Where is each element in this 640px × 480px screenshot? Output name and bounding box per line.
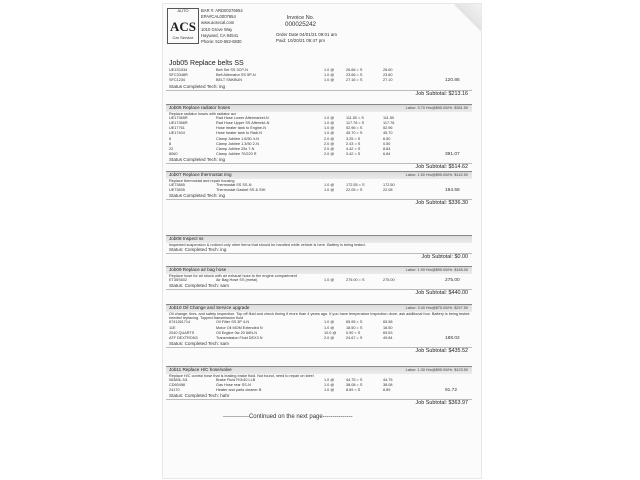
job-title-text: Job10 Oil Change and Service upgrade — [169, 305, 250, 310]
part-price: 117.76 = S — [346, 121, 365, 126]
part-number: 8 — [169, 141, 172, 146]
part-number: 6741261714 — [169, 320, 191, 325]
job-status: Status Completed Tech: ing — [166, 84, 472, 91]
job-labor: Labor: 1.30 Hrs@$95.00/Hr. $123.50 — [405, 368, 468, 372]
job-title — [166, 235, 472, 243]
part-number: UE73865 — [169, 182, 185, 187]
part-number: CD60498 — [169, 383, 186, 388]
job-description: Replace radiator hoses with radiator acr — [169, 111, 237, 116]
part-price: 275.00 = S — [346, 277, 365, 282]
part-row — [166, 336, 472, 341]
part-number: UE17761 — [169, 126, 185, 131]
part-description: Oil Filter SS 3P 4-N — [216, 320, 250, 325]
job-labor: Labor: 3.70 Hrs@$95.00/Hr. $351.50 — [405, 106, 468, 110]
job-section — [166, 171, 472, 207]
invoice-dates — [276, 32, 337, 44]
job-section — [166, 235, 472, 261]
part-description: Brake Fluid R/3/40 LLB — [216, 377, 256, 382]
part-quantity: 2.0 @ — [324, 152, 335, 157]
job-status: Status Completed Tech: ing — [166, 157, 472, 164]
part-total: 91.72 — [445, 388, 458, 394]
part-quantity: 1.0 @ — [324, 115, 335, 120]
part-description: Belt Alternator SS 5P-N — [216, 73, 256, 78]
part-price: 111.50 = S — [346, 115, 364, 120]
part-row — [166, 388, 472, 393]
part-total: 188.02 — [445, 335, 460, 341]
shop-line: www.acsecal.com — [201, 20, 235, 26]
part-extended: 172.50 — [383, 182, 395, 187]
job-status: Status: Completed Tech: ing — [166, 247, 472, 254]
job-title — [166, 304, 472, 312]
part-row — [166, 188, 472, 193]
part-quantity: 1.0 @ — [324, 78, 335, 83]
part-description: Hose heater tank to Radi-N — [216, 131, 263, 136]
job-title — [166, 266, 472, 274]
part-row — [166, 152, 472, 157]
job-title-text: Job11 Replace H/C hose/valve — [169, 367, 232, 372]
part-price: 24.67 = S — [346, 335, 363, 340]
part-number: SFC3348R — [169, 73, 188, 78]
part-price: 172.55 = S — [346, 182, 365, 187]
part-price: 44.75 = S — [346, 377, 363, 382]
part-description: BELT SNKBUN — [216, 78, 243, 83]
job-title-text: Job05 Replace belts SS — [169, 60, 244, 67]
part-price: 27.16 = S — [346, 78, 363, 83]
logo-top-text: AUTO — [177, 8, 189, 13]
part-price: 45.70 = S — [346, 131, 363, 136]
part-description: Gas Hose rear SS-N — [216, 383, 251, 388]
part-price: 4.42 = S — [346, 147, 361, 152]
part-row — [166, 278, 472, 283]
job-section — [166, 60, 472, 98]
part-total: 391.07 — [445, 152, 460, 158]
part-description: Transmission Fluid DEX3 N — [216, 335, 263, 340]
part-description: Motor Oil MOM Extended N — [216, 325, 263, 330]
job-subtotal: Job Subtotal: $0.00 — [421, 253, 468, 260]
part-extended: 44.75 — [383, 377, 393, 382]
part-extended: 8.89 — [383, 388, 391, 393]
part-extended: 26.60 — [383, 68, 393, 72]
part-description: Clamp Jubilee 1.6/50 /r-N — [216, 136, 260, 141]
part-total: 120.86 — [445, 78, 460, 84]
part-quantity: 1.0 @ — [324, 377, 335, 382]
part-number: 2040 QUARTS — [169, 330, 195, 335]
job-section — [166, 104, 472, 171]
part-extended: 49.84 — [383, 335, 393, 340]
shop-line: Hayward, CA 94541 — [201, 32, 239, 38]
part-extended: 38.08 — [383, 383, 393, 388]
part-quantity: 1.0 @ — [324, 325, 335, 330]
part-quantity: 2.0 @ — [324, 136, 335, 141]
job-title-text: Job06 Replace radiator hoses — [169, 105, 231, 110]
part-number: UE17366R — [169, 121, 188, 126]
job-status: Status: Completed Tech: sam — [166, 283, 472, 290]
part-number: SFC1234 — [169, 78, 186, 83]
job-title-text: Job09 Replace air bag hose — [169, 267, 227, 272]
logo-mark: ACS — [169, 19, 196, 35]
shop-line: EPA#CAL0007654 — [201, 14, 236, 20]
part-price: 3.42 = S — [346, 152, 361, 157]
part-quantity: 2.0 @ — [324, 147, 335, 152]
part-extended: 8.84 — [383, 147, 391, 152]
paid-date: Paid: 10/20/21 05:47 pm — [276, 38, 326, 43]
part-extended: 23.60 — [383, 73, 393, 78]
part-extended: 111.50 — [383, 115, 395, 120]
part-number: UE17365R — [169, 115, 188, 120]
order-date: Order Date 04/01/21 09:01 am — [276, 32, 338, 37]
part-description: Heater and parts cleaner B — [216, 388, 262, 393]
part-description: Thermostat Gasket SS & SHI — [216, 188, 266, 193]
part-description: Clamp Jubilee 70/220 R — [216, 152, 257, 157]
part-description: Clamp Jubilee 25x 7-N — [216, 147, 255, 152]
job-subtotal: Job Subtotal: $213.16 — [415, 90, 468, 97]
job-section — [166, 366, 472, 407]
part-price: 22.05 = S — [346, 188, 363, 193]
job-title — [166, 366, 472, 374]
part-price: 0.90 = S — [346, 330, 361, 335]
part-quantity: 1.0 @ — [324, 277, 335, 282]
part-number: 22 — [169, 147, 174, 152]
job-subtotal: Job Subtotal: $363.97 — [415, 400, 468, 407]
part-quantity: 2.0 @ — [324, 141, 335, 146]
part-quantity: 1.0 @ — [324, 182, 335, 187]
part-number: 8060 — [169, 152, 178, 157]
part-extended: 65.58 — [383, 320, 393, 325]
part-quantity: 1.0 @ — [324, 131, 335, 136]
shop-line: Phone: 510-582-6830 — [201, 39, 242, 45]
part-description: Air Bag Hose SS (metal) — [216, 277, 258, 282]
part-quantity: 10.0 @ — [324, 330, 337, 335]
job-subtotal: Job Subtotal: $440.00 — [415, 290, 468, 297]
job-labor: Labor: 1.90 Hrs@$95.00/Hr. $165.00 — [405, 268, 468, 272]
part-description: Hose heater tank to Engine-N — [216, 126, 267, 131]
job-title — [166, 171, 472, 179]
part-quantity: 1.0 @ — [324, 73, 335, 78]
part-extended: 45.70 — [383, 131, 393, 136]
job-description: Replace hose for air shock with air exhaust hose to the engine compartment — [169, 273, 297, 278]
part-price: 3.25 = S — [346, 136, 361, 141]
part-number: UE73835 — [169, 188, 185, 193]
part-description: Oil Engine 0w-20 66N-N — [216, 330, 257, 335]
part-price: 65.95 = S — [346, 320, 363, 325]
job-status: Status Completed Tech: ing — [166, 193, 472, 200]
part-extended: 6.50 — [383, 136, 391, 141]
part-quantity: 1.0 @ — [324, 388, 335, 393]
job-description: Oil change, tires, and safety inspection. Top off fluid and check timing if more than 4 years ago. If you have temperature inspection done, ask additional four. Battery is being tested needed replacing. Topped transmission fluid — [169, 311, 470, 320]
part-price: 38.08 = S — [346, 383, 363, 388]
logo-bottom-text: Car Service — [172, 35, 194, 41]
part-number: 11E — [169, 325, 176, 330]
page-fold — [455, 4, 481, 34]
part-extended: 6.84 — [383, 152, 391, 157]
job-status: Status: Completed Tech: sam — [166, 341, 472, 348]
part-number: 24170 — [169, 388, 180, 393]
job-status: Status: Completed Tech: hahr — [166, 393, 472, 400]
part-extended: 22.08 — [383, 188, 393, 193]
part-quantity: 1.0 @ — [324, 383, 335, 388]
part-price: 23.66 = S — [346, 73, 363, 78]
job-subtotal: Job Subtotal: $336.30 — [415, 200, 468, 207]
part-quantity: 1.0 @ — [324, 320, 335, 325]
part-quantity: 1.0 @ — [324, 126, 335, 131]
invoice-number: 000025242 — [285, 20, 316, 28]
job-labor: Labor: 3.40 Hrs@$75.00/Hr. $247.50 — [405, 306, 468, 310]
job-description: Replace thermostat and repair housing — [169, 178, 235, 183]
part-extended: 0.50 — [383, 141, 391, 146]
part-extended: 69.63 — [383, 330, 393, 335]
part-quantity: 1.0 @ — [324, 68, 335, 72]
job-section — [166, 304, 472, 355]
shop-info — [201, 8, 243, 45]
part-price: 8.69 = S — [346, 388, 361, 393]
part-extended: 27.10 — [383, 78, 393, 83]
part-price: 2.43 = S — [346, 141, 361, 146]
job-title — [166, 60, 472, 68]
part-extended: 52.96 — [383, 126, 393, 131]
invoice-page — [163, 4, 481, 478]
part-description: Rad Hose Upper SS Aftermkt-N — [216, 121, 270, 126]
part-number: 6 — [169, 136, 172, 141]
job-labor: Labor: 1.50 Hrs@$95.00/Hr. $142.50 — [405, 173, 468, 177]
part-price: 18.50 = S — [346, 325, 363, 330]
part-extended: 275.00 — [383, 277, 395, 282]
part-price: 52.96 = S — [346, 126, 363, 131]
part-description: Thermostat SS SS-N — [216, 182, 252, 187]
job-title — [166, 104, 472, 112]
part-description: Belt Set SS 3CP-N — [216, 68, 248, 72]
continued-note: -------------Continued on the next page--------------- — [223, 414, 353, 420]
part-price: 26.66 = S — [346, 68, 363, 72]
job-title-text: Job07 Replace thermostat ring — [169, 172, 232, 177]
part-total: 275.00 — [445, 277, 460, 283]
part-row — [166, 78, 472, 83]
part-quantity: 1.0 @ — [324, 121, 335, 126]
job-section — [166, 266, 472, 297]
part-number: 06383L-N1 — [169, 377, 188, 382]
shop-line: BAR #: ARD00276654 — [201, 8, 243, 13]
part-extended: 117.76 — [383, 121, 395, 126]
part-description: Rad Hose Lower Aftermarket-N — [216, 115, 269, 120]
job-description: Inspected suspension & noticed only other items that should be handled while vehicle is here. Battery is being tested. — [169, 242, 366, 247]
part-number: ATF DEXTRON3 — [169, 335, 198, 340]
part-total: 194.58 — [445, 188, 460, 194]
part-description: Clamp Jubilee 1.3/50 2-N — [216, 141, 259, 146]
invoice-label: Invoice No. — [286, 15, 315, 21]
job-subtotal: Job Subtotal: $435.52 — [415, 348, 468, 355]
part-number: UE1S1534 — [169, 68, 188, 72]
job-title-text: Job08 Inspect ss — [169, 236, 204, 241]
shop-line: 1010 Grove Way — [201, 26, 233, 32]
invoice-number-block — [285, 15, 316, 28]
part-number: UE17404 — [169, 131, 185, 136]
shop-logo — [167, 8, 199, 44]
job-description: Replace H/C control hose that is leaking brake fluid. Not found, need to repair on steel — [169, 373, 314, 378]
part-extended: 18.50 — [383, 325, 393, 330]
part-quantity: 2.0 @ — [324, 335, 335, 340]
job-subtotal: Job Subtotal: $514.62 — [415, 164, 468, 171]
part-quantity: 1.0 @ — [324, 188, 335, 193]
part-number: ET35S602 — [169, 277, 187, 282]
